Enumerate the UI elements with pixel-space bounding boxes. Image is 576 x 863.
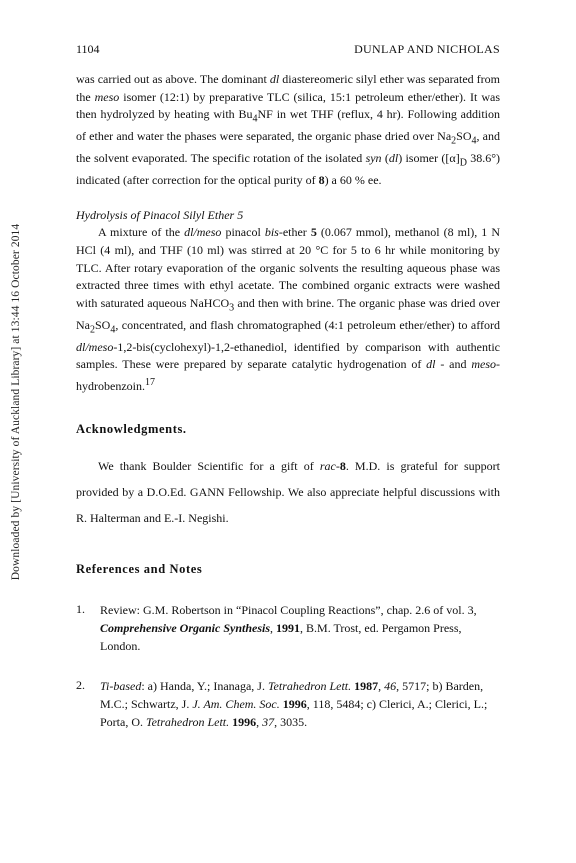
reference-item [76,677,500,731]
paragraph-silyl-ether: was carried out as above. The dominant dl diastereomeric silyl ether was separated from the meso isomer (12:1) by preparative TLC (silica, 15:1 petroleum ether/ether). It was then hydrolyzed by heating with $Bu_4NF$ in wet THF (reflux, 4 hr). Following addition of ether and water the phases were separated, the organic phase dried over $Na_2SO_4$, and the solvent evaporated. The specific rotation of the isolated syn (dl) isomer ($[\alpha]_D$ 38.6°) indicated (after correction for the optical purity of 8) a 60 % ee. [76,72,501,188]
reference-list [76,601,500,731]
page-number: 1104 [76,42,100,56]
download-watermark [2,142,30,662]
reference-text: Ti-based: a) Handa, Y.; Inanaga, J. Tetrahedron Lett. 1987, 46, 5717; b) Barden, M.C.; Schwartz, J. J. Am. Chem. Soc. 1996, 118, 5484; c) Clerici, A.; Clerici, L.; Porta, O. Tetrahedron Lett. 1996, 37, 3035. [100,678,488,729]
running-title: DUNLAP AND NICHOLAS [354,42,500,56]
section-heading-hydrolysis: Hydrolysis of Pinacol Silyl Ether 5 [76,207,244,222]
reference-text: Review: G.M. Robertson in “Pinacol Coupling Reactions”, chap. 2.6 of vol. 3, Comprehensive Organic Synthesis, 1991, B.M. Trost, ed. Pergamon Press, London. [100,602,477,653]
section-heading-acknowledgments: Acknowledgments. [76,422,187,437]
article-body [76,71,500,731]
reference-item [76,601,500,655]
section-heading-references: References and Notes [76,562,203,577]
reference-number: 1. [76,601,85,616]
paragraph-acknowledgments: We thank Boulder Scientific for a gift of rac-8. M.D. is grateful for support provided by a D.O.Ed. GANN Fellowship. We also appreciate helpful discussions with R. Halterman and E.-I. Negishi. [76,459,500,526]
reference-number: 2. [76,677,85,692]
paragraph-hydrolysis: A mixture of the dl/meso pinacol bis-ether 5 (0.067 mmol), methanol (8 ml), 1 N HCl (4 ml), and THF (10 ml) was stirred at 20 °C for 5 to 6 hr while monitoring by TLC. After rotary evaporation of the organic solvents the resulting aqueous phase was extracted three times with ethyl acetate. The combined organic extracts were washed with saturated aqueous NaHCO$_3$ and then with brine. The organic phase was dried over $Na_2SO_4$, concentrated, and flash chromatographed (4:1 petroleum ether/ether) to afford dl/meso-1,2-bis(cyclohexyl)-1,2-ethanediol, identified by comparison with authentic samples. These were prepared by separate catalytic hydrogenation of dl - and meso-hydrobenzoin.$^{17}$ [76,225,500,393]
download-note: Downloaded by [University of Auckland Library] at 13:44 16 October 2014 [10,223,22,581]
